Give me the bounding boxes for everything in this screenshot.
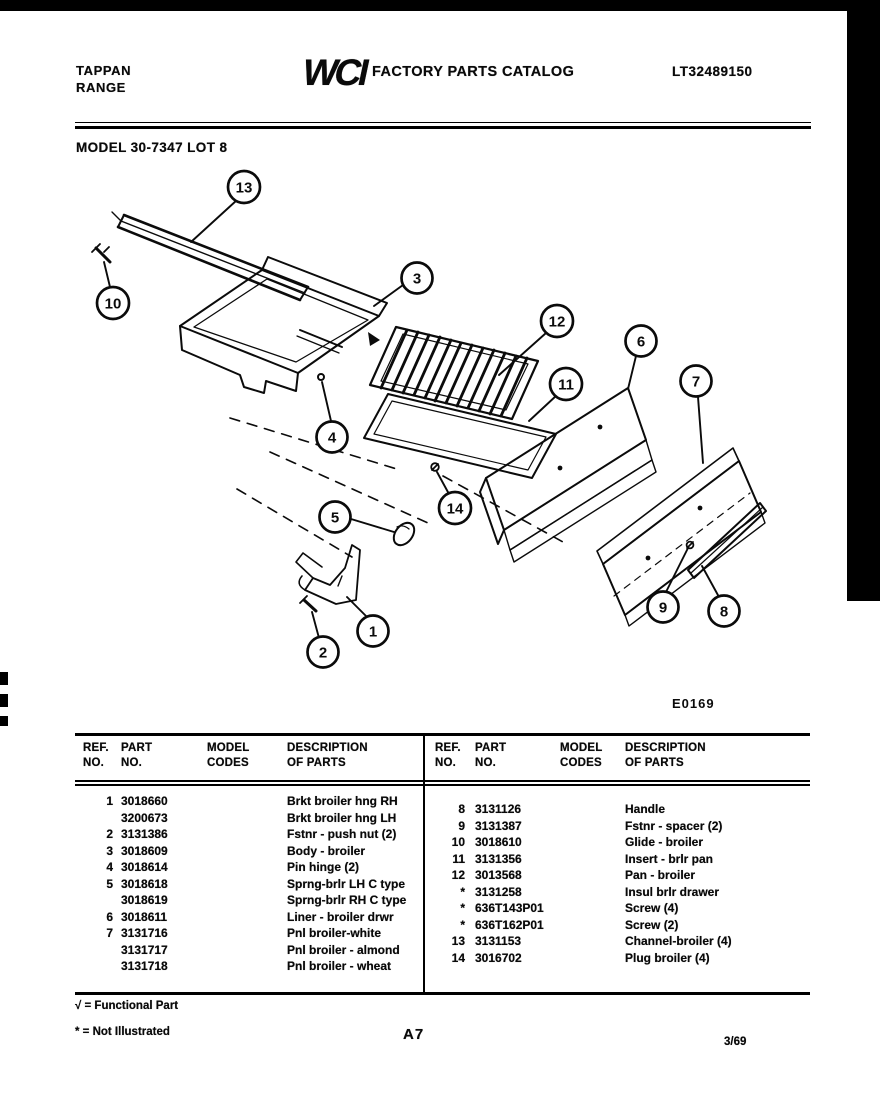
- svg-text:12: 12: [548, 313, 566, 331]
- ref-no: [83, 892, 113, 909]
- part-no: 3016702: [475, 950, 522, 965]
- svg-text:2: 2: [318, 644, 328, 662]
- part-description: Insul brlr drawer: [625, 884, 720, 899]
- callout-bubbles: [97, 171, 740, 668]
- model-codes: [560, 851, 615, 868]
- screw-part: [92, 244, 110, 262]
- table-row: [425, 884, 810, 901]
- model-codes: [207, 826, 279, 843]
- table-header: [75, 736, 423, 780]
- table-row: [75, 793, 423, 810]
- part-no: 3131153: [475, 934, 522, 948]
- svg-text:9: 9: [658, 599, 668, 617]
- part-description: Screw (2): [625, 917, 679, 932]
- table-row: [425, 933, 810, 950]
- ref-no: 7: [106, 926, 113, 940]
- date-code: 3/69: [724, 1036, 747, 1048]
- ref-no: [83, 958, 113, 975]
- legend-functional-part: √ = Functional Part: [75, 1000, 179, 1012]
- part-no: 3131716: [121, 926, 168, 940]
- part-description: Body - broiler: [287, 843, 366, 858]
- part-no: 3018609: [121, 843, 168, 858]
- svg-text:3: 3: [412, 270, 422, 288]
- table-row: [75, 810, 423, 827]
- ref-no: *: [460, 884, 465, 899]
- model-codes: [207, 958, 279, 975]
- model-codes: [560, 867, 615, 884]
- table-row: [425, 834, 810, 851]
- part-description: Fstnr - spacer (2): [625, 818, 723, 833]
- table-row: [75, 876, 423, 893]
- callout-3: [402, 263, 433, 294]
- part-description: Screw (4): [625, 901, 679, 915]
- model-codes: [207, 909, 279, 926]
- part-description: Pan - broiler: [625, 868, 696, 882]
- col-ref-no: REF. NO.: [435, 742, 461, 769]
- part-description: Sprng-brlr RH C type: [287, 893, 407, 907]
- publication-number: LT32489150: [672, 64, 753, 79]
- callout-13: [228, 171, 260, 203]
- front-panel-part: [597, 448, 765, 626]
- svg-text:11: 11: [558, 376, 574, 394]
- callout-2: [308, 637, 339, 668]
- model-codes: [207, 810, 279, 827]
- model-codes: [560, 818, 615, 835]
- col-ref-no: REF. NO.: [83, 742, 109, 769]
- part-description: Fstnr - push nut (2): [287, 827, 397, 841]
- part-description: Handle: [625, 802, 666, 816]
- model-codes: [560, 801, 615, 818]
- part-description: Brkt broiler hng LH: [287, 810, 397, 825]
- model-codes: [560, 834, 615, 851]
- part-no: 3013568: [475, 868, 522, 882]
- col-description: DESCRIPTION OF PARTS: [287, 742, 368, 769]
- svg-text:4: 4: [327, 429, 337, 447]
- model-codes: [207, 793, 279, 810]
- ref-no: *: [460, 917, 465, 932]
- part-description: Pnl broiler-white: [287, 926, 382, 940]
- parts-table-left: [75, 736, 423, 992]
- grate-part: [370, 327, 538, 419]
- table-row: [425, 818, 810, 835]
- part-no: 3018614: [121, 860, 168, 874]
- part-no: 3131258: [475, 884, 522, 899]
- part-no: 3200673: [121, 810, 168, 825]
- table-row: [75, 826, 423, 843]
- plug-part: [431, 463, 439, 471]
- wci-logo: WCI: [298, 52, 371, 93]
- part-description: Plug broiler (4): [625, 950, 710, 965]
- callout-1: [358, 616, 389, 647]
- part-no: 3131386: [121, 827, 168, 841]
- table-header: [425, 736, 810, 780]
- parts-table-right: [423, 736, 810, 992]
- part-no: 636T162P01: [475, 917, 544, 932]
- part-no: 3131356: [475, 851, 522, 866]
- table-row: [425, 917, 810, 934]
- col-part-no: PART NO.: [121, 742, 153, 769]
- model-codes: [207, 892, 279, 909]
- catalog-title: FACTORY PARTS CATALOG: [372, 64, 575, 80]
- table-row: [425, 900, 810, 917]
- part-no: 3131717: [121, 942, 168, 957]
- bracket-screw-part: [300, 596, 316, 611]
- col-part-no: PART NO.: [475, 742, 507, 769]
- part-no: 3018618: [121, 876, 168, 891]
- legend-not-illustrated: * = Not Illustrated: [75, 1026, 170, 1038]
- table-row: [75, 958, 423, 975]
- callout-6: [626, 326, 657, 357]
- model-codes: [207, 876, 279, 893]
- liner-part: [480, 388, 656, 562]
- hinge-bracket-part: [296, 545, 360, 604]
- model-codes: [560, 900, 615, 917]
- table-row: [425, 851, 810, 868]
- callout-4: [317, 422, 348, 453]
- part-description: Insert - brlr pan: [625, 851, 714, 866]
- brand-line2: RANGE: [76, 80, 126, 95]
- callout-5: [320, 502, 351, 533]
- table-row: [425, 801, 810, 818]
- ref-no: 11: [452, 851, 465, 866]
- ref-no: 1: [106, 794, 113, 808]
- svg-text:13: 13: [235, 179, 253, 197]
- ref-no: 10: [451, 835, 465, 849]
- table-row: [75, 843, 423, 860]
- part-no: 636T143P01: [475, 901, 544, 915]
- part-description: Channel-broiler (4): [625, 934, 732, 948]
- part-description: Pin hinge (2): [287, 860, 359, 874]
- brand-name: [76, 62, 131, 96]
- part-description: Pnl broiler - almond: [287, 942, 400, 957]
- ref-no: 3: [106, 843, 113, 858]
- ref-no: [83, 810, 113, 827]
- table-row: [75, 859, 423, 876]
- callout-9: [648, 592, 679, 623]
- table-row: [425, 950, 810, 967]
- figure-code: E0169: [672, 696, 715, 711]
- part-no: 3018610: [475, 835, 522, 849]
- broiler-body-part: [180, 257, 387, 393]
- model-codes: [207, 925, 279, 942]
- callout-10: [97, 287, 129, 319]
- model-codes: [560, 933, 615, 950]
- table-rows: [425, 780, 810, 966]
- callout-11: [550, 368, 582, 400]
- part-no: 3131718: [121, 959, 168, 973]
- model-codes: [207, 942, 279, 959]
- svg-text:5: 5: [330, 509, 340, 527]
- table-row: [75, 925, 423, 942]
- ref-no: 2: [106, 827, 113, 841]
- ref-no: 6: [106, 909, 113, 924]
- col-model-codes: MODEL CODES: [207, 742, 250, 769]
- header-rule: [75, 122, 811, 129]
- callout-14: [439, 492, 471, 524]
- part-no: 3018660: [121, 794, 168, 808]
- table-row: [75, 942, 423, 959]
- callout-8: [709, 596, 740, 627]
- parts-table: [75, 733, 810, 995]
- ref-no: 4: [106, 860, 113, 874]
- svg-text:14: 14: [446, 500, 464, 518]
- handle-part: [688, 503, 766, 578]
- ref-no: 12: [451, 868, 465, 882]
- ref-no: 5: [106, 876, 113, 891]
- ref-no: 13: [451, 934, 465, 948]
- model-line: MODEL 30-7347 LOT 8: [76, 140, 228, 155]
- svg-text:8: 8: [719, 603, 729, 621]
- ref-no: *: [460, 901, 465, 915]
- ref-no: [83, 942, 113, 959]
- model-codes: [207, 843, 279, 860]
- callout-7: [681, 366, 712, 397]
- table-row: [75, 909, 423, 926]
- page-code: A7: [403, 1026, 425, 1043]
- part-description: Pnl broiler - wheat: [287, 959, 392, 973]
- svg-text:1: 1: [368, 623, 378, 641]
- part-description: Sprng-brlr LH C type: [287, 876, 406, 891]
- svg-text:10: 10: [104, 295, 122, 313]
- table-rows: [75, 780, 423, 975]
- brand-line1: TAPPAN: [76, 63, 132, 78]
- model-codes: [560, 917, 615, 934]
- table-row: [425, 867, 810, 884]
- ref-no: 8: [458, 802, 465, 816]
- spring-clip-part: [390, 519, 419, 549]
- svg-text:6: 6: [636, 333, 646, 351]
- ref-no: 9: [458, 818, 465, 833]
- part-no: 3131387: [475, 818, 522, 833]
- ref-no: 14: [451, 950, 465, 965]
- callout-12: [541, 305, 573, 337]
- model-codes: [560, 950, 615, 967]
- model-codes: [560, 884, 615, 901]
- svg-text:7: 7: [691, 373, 701, 391]
- col-description: DESCRIPTION OF PARTS: [625, 742, 706, 769]
- part-no: 3131126: [475, 802, 522, 816]
- part-no: 3018619: [121, 893, 168, 907]
- part-description: Glide - broiler: [625, 835, 704, 849]
- table-row: [75, 892, 423, 909]
- parts-diagram: [0, 160, 880, 730]
- part-no: 3018611: [121, 909, 168, 924]
- col-model-codes: MODEL CODES: [560, 742, 603, 769]
- part-description: Brkt broiler hng RH: [287, 794, 398, 808]
- model-codes: [207, 859, 279, 876]
- scan-edge-top: [0, 0, 880, 11]
- part-description: Liner - broiler drwr: [287, 909, 394, 924]
